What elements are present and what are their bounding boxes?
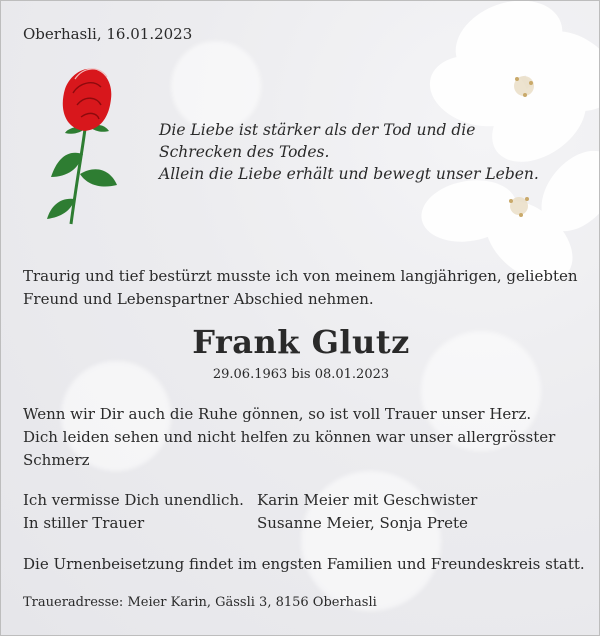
signature-line: In stiller Trauer [23, 514, 145, 532]
mourning-address: Traueradresse: Meier Karin, Gässli 3, 8156 Oberhasli [23, 595, 377, 610]
signature-line: Susanne Meier, Sonja Prete [257, 514, 468, 532]
quote-line: Allein die Liebe erhält und bewegt unser Leben. [159, 165, 539, 183]
place-date: Oberhasli, 16.01.2023 [23, 25, 193, 43]
rose-icon [37, 59, 127, 239]
bokeh-light [171, 41, 261, 131]
intro-line: Traurig und tief bestürzt musste ich von meinem langjährigen, geliebten [23, 267, 578, 285]
memorial-quote [159, 119, 539, 185]
verse-line: Wenn wir Dir auch die Ruhe gönnen, so ist voll Trauer unser Herz. [23, 405, 532, 423]
quote-line: Schrecken des Todes. [159, 143, 330, 161]
quote-line: Die Liebe ist stärker als der Tod und die [159, 121, 476, 139]
verse-line: Dich leiden sehen und nicht helfen zu können war unser allergrösster [23, 428, 556, 446]
signature-left [23, 489, 244, 535]
signature-line: Karin Meier mit Geschwister [257, 491, 478, 509]
intro-text [23, 265, 583, 311]
intro-line: Freund und Lebenspartner Abschied nehmen. [23, 290, 374, 308]
deceased-name: Frank Glutz [192, 323, 410, 361]
verse-line: Schmerz [23, 451, 90, 469]
signature-right [257, 489, 477, 535]
signature-line: Ich vermisse Dich unendlich. [23, 491, 244, 509]
verse-text [23, 403, 583, 472]
life-dates: 29.06.1963 bis 08.01.2023 [212, 367, 390, 382]
burial-note: Die Urnenbeisetzung findet im engsten Familien und Freundeskreis statt. [23, 555, 585, 573]
